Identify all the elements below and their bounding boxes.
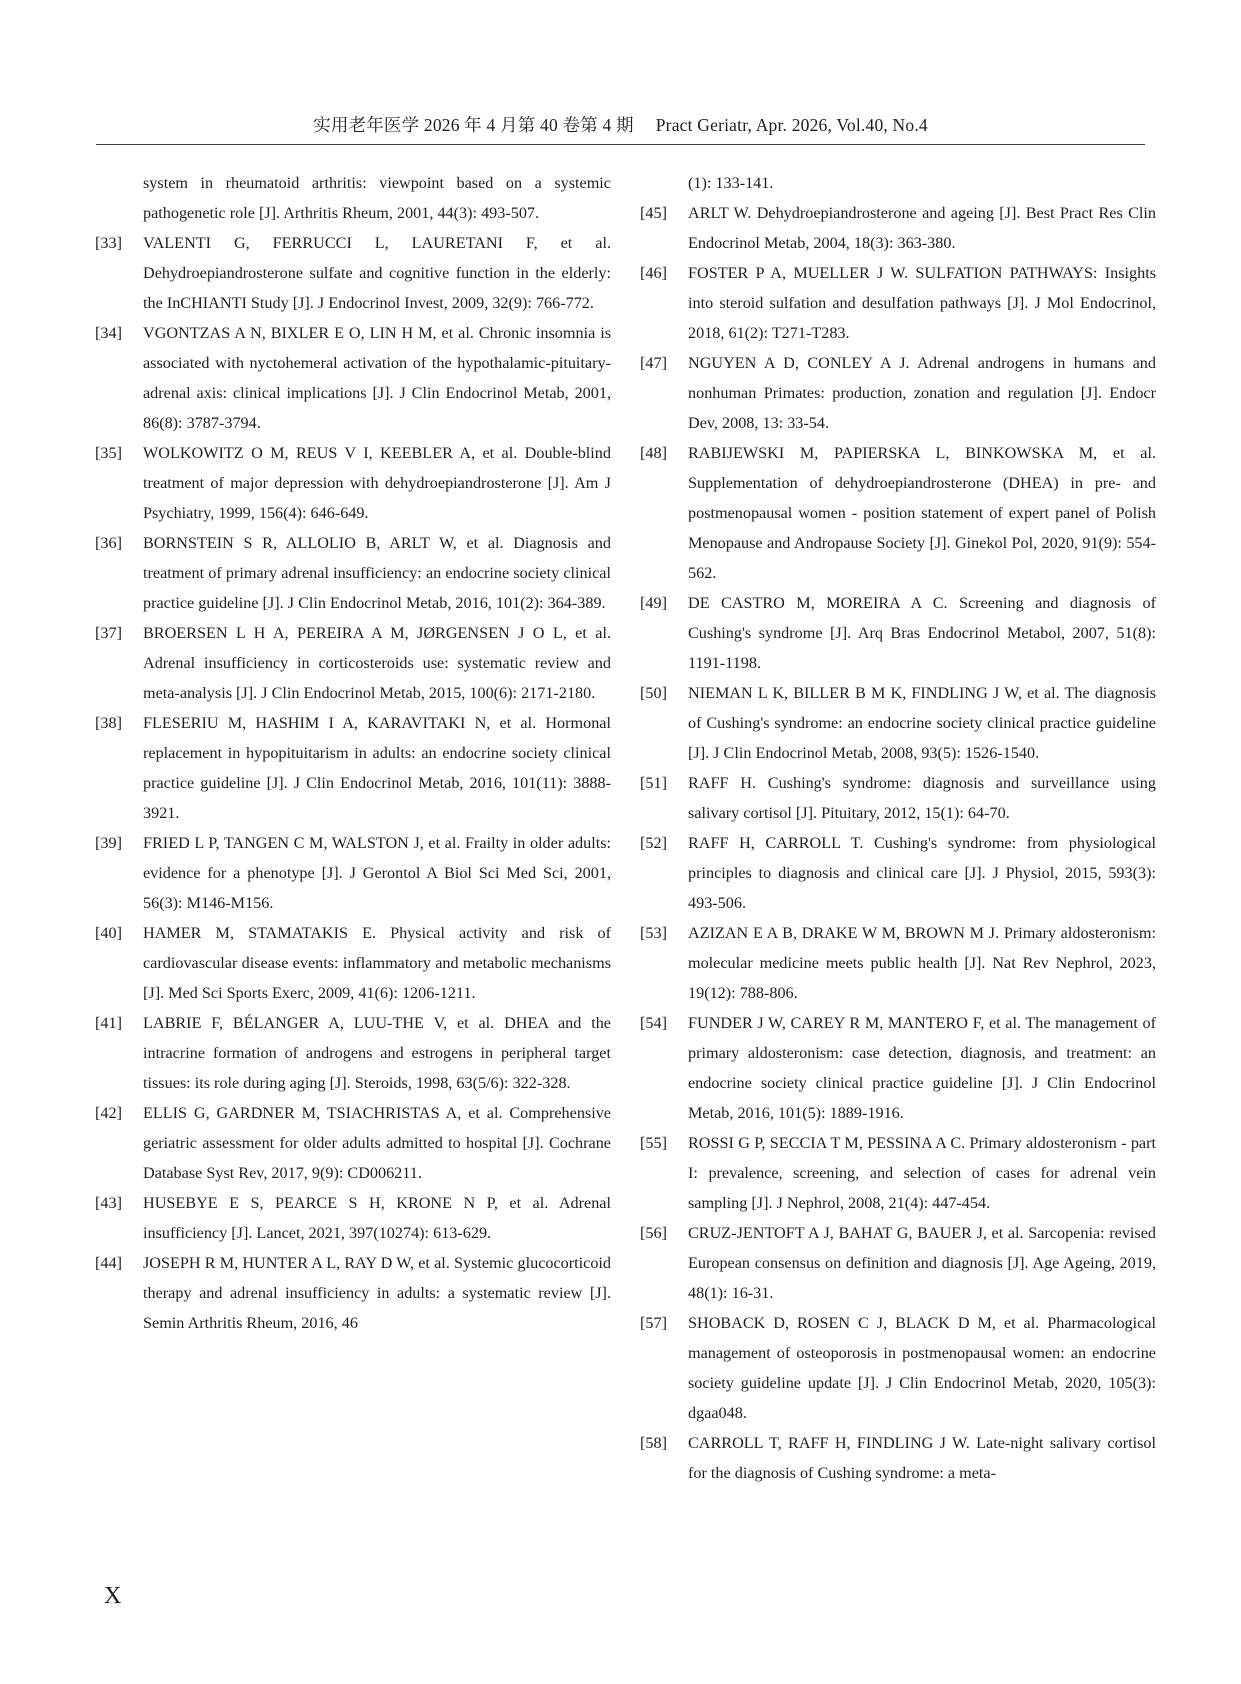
reference-item [640, 438, 1156, 588]
reference-number: [52] [640, 834, 667, 852]
page-number: X [104, 1583, 122, 1609]
reference-item [95, 438, 611, 528]
reference-item [640, 1428, 1156, 1488]
reference-text: RAFF H, CARROLL T. Cushing's syndrome: from physiological principles to diagnosis and clinical care [J]. J Physiol, 2015, 593(3): 493-506. [688, 834, 1156, 912]
reference-column-left [95, 168, 611, 1338]
reference-item [95, 828, 611, 918]
reference-text: WOLKOWITZ O M, REUS V I, KEEBLER A, et al. Double-blind treatment of major depression with dehydroepiandrosterone [J]. Am J Psychiatry, 1999, 156(4): 646-649. [143, 444, 611, 522]
reference-text: FRIED L P, TANGEN C M, WALSTON J, et al. Frailty in older adults: evidence for a phenotype [J]. J Gerontol A Biol Sci Med Sci, 2001, 56(3): M146-M156. [143, 834, 611, 912]
reference-number: [36] [95, 534, 122, 552]
header-rule [96, 144, 1145, 145]
reference-item [640, 1218, 1156, 1308]
reference-number: [50] [640, 684, 667, 702]
reference-item [640, 168, 1156, 198]
reference-number: [53] [640, 924, 667, 942]
reference-text: NGUYEN A D, CONLEY A J. Adrenal androgens in humans and nonhuman Primates: production, zonation and regulation [J]. Endocr Dev, 2008, 13: 33-54. [688, 354, 1156, 432]
reference-item [95, 228, 611, 318]
header-journal-cn: 实用老年医学 2026 年 4 月第 40 卷第 4 期 [313, 115, 634, 135]
reference-item [95, 528, 611, 618]
reference-item [95, 1008, 611, 1098]
reference-text: RABIJEWSKI M, PAPIERSKA L, BINKOWSKA M, et al. Supplementation of dehydroepiandrosterone (DHEA) in pre- and postmenopausal women - position statement of expert panel of Polish Menopause and Andropause Society [J]. Ginekol Pol, 2020, 91(9): 554-562. [688, 444, 1156, 582]
reference-text: RAFF H. Cushing's syndrome: diagnosis and surveillance using salivary cortisol [J]. Pituitary, 2012, 15(1): 64-70. [688, 774, 1156, 822]
reference-number: [51] [640, 774, 667, 792]
reference-number: [58] [640, 1434, 667, 1452]
reference-number: [43] [95, 1194, 122, 1212]
reference-number: [34] [95, 324, 122, 342]
reference-item [640, 918, 1156, 1008]
reference-text: VGONTZAS A N, BIXLER E O, LIN H M, et al. Chronic insomnia is associated with nyctohemeral activation of the hypothalamic-pituitary-adrenal axis: clinical implications [J]. J Clin Endocrinol Metab, 2001, 86(8): 3787-3794. [143, 324, 611, 432]
reference-number: [42] [95, 1104, 122, 1122]
reference-number: [48] [640, 444, 667, 462]
reference-item [640, 828, 1156, 918]
reference-item [95, 168, 611, 228]
reference-item [95, 708, 611, 828]
reference-text: FUNDER J W, CAREY R M, MANTERO F, et al. The management of primary aldosteronism: case detection, diagnosis, and treatment: an endocrine society clinical practice guideline [J]. J Clin Endocrinol Metab, 2016, 101(5): 1889-1916. [688, 1014, 1156, 1122]
reference-number: [37] [95, 624, 122, 642]
reference-text: ARLT W. Dehydroepiandrosterone and ageing [J]. Best Pract Res Clin Endocrinol Metab, 2004, 18(3): 363-380. [688, 204, 1156, 252]
reference-text: BORNSTEIN S R, ALLOLIO B, ARLT W, et al. Diagnosis and treatment of primary adrenal insufficiency: an endocrine society clinical practice guideline [J]. J Clin Endocrinol Metab, 2016, 101(2): 364-389. [143, 534, 611, 612]
reference-number: [33] [95, 234, 122, 252]
reference-text: ROSSI G P, SECCIA T M, PESSINA A C. Primary aldosteronism - part I: prevalence, screening, and selection of cases for adrenal vein sampling [J]. J Nephrol, 2008, 21(4): 447-454. [688, 1134, 1156, 1212]
reference-text: BROERSEN L H A, PEREIRA A M, JØRGENSEN J O L, et al. Adrenal insufficiency in corticosteroids use: systematic review and meta-analysis [J]. J Clin Endocrinol Metab, 2015, 100(6): 2171-2180. [143, 624, 611, 702]
reference-item [640, 678, 1156, 768]
reference-text: SHOBACK D, ROSEN C J, BLACK D M, et al. Pharmacological management of osteoporosis in postmenopausal women: an endocrine society guideline update [J]. J Clin Endocrinol Metab, 2020, 105(3): dgaa048. [688, 1314, 1156, 1422]
reference-number: [56] [640, 1224, 667, 1242]
reference-item [95, 618, 611, 708]
reference-item [95, 918, 611, 1008]
reference-item [95, 318, 611, 438]
running-header [0, 112, 1241, 137]
reference-item [640, 1308, 1156, 1428]
reference-number: [44] [95, 1254, 122, 1272]
reference-number: [49] [640, 594, 667, 612]
reference-number: [47] [640, 354, 667, 372]
reference-text: LABRIE F, BÉLANGER A, LUU-THE V, et al. DHEA and the intracrine formation of androgens and estrogens in peripheral target tissues: its role during aging [J]. Steroids, 1998, 63(5/6): 322-328. [143, 1014, 611, 1092]
reference-text: AZIZAN E A B, DRAKE W M, BROWN M J. Primary aldosteronism: molecular medicine meets public health [J]. Nat Rev Nephrol, 2023, 19(12): 788-806. [688, 924, 1156, 1002]
reference-number: [41] [95, 1014, 122, 1032]
reference-number: [55] [640, 1134, 667, 1152]
reference-number: [40] [95, 924, 122, 942]
reference-item [95, 1098, 611, 1188]
reference-number: [46] [640, 264, 667, 282]
reference-text: HUSEBYE E S, PEARCE S H, KRONE N P, et al. Adrenal insufficiency [J]. Lancet, 2021, 397(10274): 613-629. [143, 1194, 611, 1242]
reference-item [95, 1248, 611, 1338]
reference-item [640, 768, 1156, 828]
reference-text: CRUZ-JENTOFT A J, BAHAT G, BAUER J, et al. Sarcopenia: revised European consensus on definition and diagnosis [J]. Age Ageing, 2019, 48(1): 16-31. [688, 1224, 1156, 1302]
reference-text: FLESERIU M, HASHIM I A, KARAVITAKI N, et al. Hormonal replacement in hypopituitarism in adults: an endocrine society clinical practice guideline [J]. J Clin Endocrinol Metab, 2016, 101(11): 3888-3921. [143, 714, 611, 822]
reference-item [640, 1008, 1156, 1128]
reference-text: CARROLL T, RAFF H, FINDLING J W. Late-night salivary cortisol for the diagnosis of Cushing syndrome: a meta- [688, 1434, 1156, 1482]
reference-text: system in rheumatoid arthritis: viewpoint based on a systemic pathogenetic role [J]. Arthritis Rheum, 2001, 44(3): 493-507. [143, 174, 611, 222]
reference-item [640, 588, 1156, 678]
reference-item [640, 258, 1156, 348]
reference-item [640, 1128, 1156, 1218]
reference-column-right [640, 168, 1156, 1488]
reference-text: JOSEPH R M, HUNTER A L, RAY D W, et al. Systemic glucocorticoid therapy and adrenal insufficiency in adults: a systematic review [J]. Semin Arthritis Rheum, 2016, 46 [143, 1254, 611, 1332]
reference-item [640, 348, 1156, 438]
reference-number: [45] [640, 204, 667, 222]
reference-text: DE CASTRO M, MOREIRA A C. Screening and diagnosis of Cushing's syndrome [J]. Arq Bras Endocrinol Metabol, 2007, 51(8): 1191-1198. [688, 594, 1156, 672]
reference-text: VALENTI G, FERRUCCI L, LAURETANI F, et al. Dehydroepiandrosterone sulfate and cognitive function in the elderly: the InCHIANTI Study [J]. J Endocrinol Invest, 2009, 32(9): 766-772. [143, 234, 611, 312]
reference-number: [35] [95, 444, 122, 462]
reference-number: [54] [640, 1014, 667, 1032]
reference-number: [38] [95, 714, 122, 732]
reference-text: HAMER M, STAMATAKIS E. Physical activity and risk of cardiovascular disease events: inflammatory and metabolic mechanisms [J]. Med Sci Sports Exerc, 2009, 41(6): 1206-1211. [143, 924, 611, 1002]
reference-number: [57] [640, 1314, 667, 1332]
reference-text: FOSTER P A, MUELLER J W. SULFATION PATHWAYS: Insights into steroid sulfation and desulfation pathways [J]. J Mol Endocrinol, 2018, 61(2): T271-T283. [688, 264, 1156, 342]
reference-text: (1): 133-141. [688, 174, 774, 192]
reference-number: [39] [95, 834, 122, 852]
reference-item [95, 1188, 611, 1248]
reference-item [640, 198, 1156, 258]
header-journal-en: Pract Geriatr, Apr. 2026, Vol.40, No.4 [655, 115, 928, 135]
reference-text: ELLIS G, GARDNER M, TSIACHRISTAS A, et al. Comprehensive geriatric assessment for older adults admitted to hospital [J]. Cochrane Database Syst Rev, 2017, 9(9): CD006211. [143, 1104, 611, 1182]
reference-text: NIEMAN L K, BILLER B M K, FINDLING J W, et al. The diagnosis of Cushing's syndrome: an endocrine society clinical practice guideline [J]. J Clin Endocrinol Metab, 2008, 93(5): 1526-1540. [688, 684, 1156, 762]
